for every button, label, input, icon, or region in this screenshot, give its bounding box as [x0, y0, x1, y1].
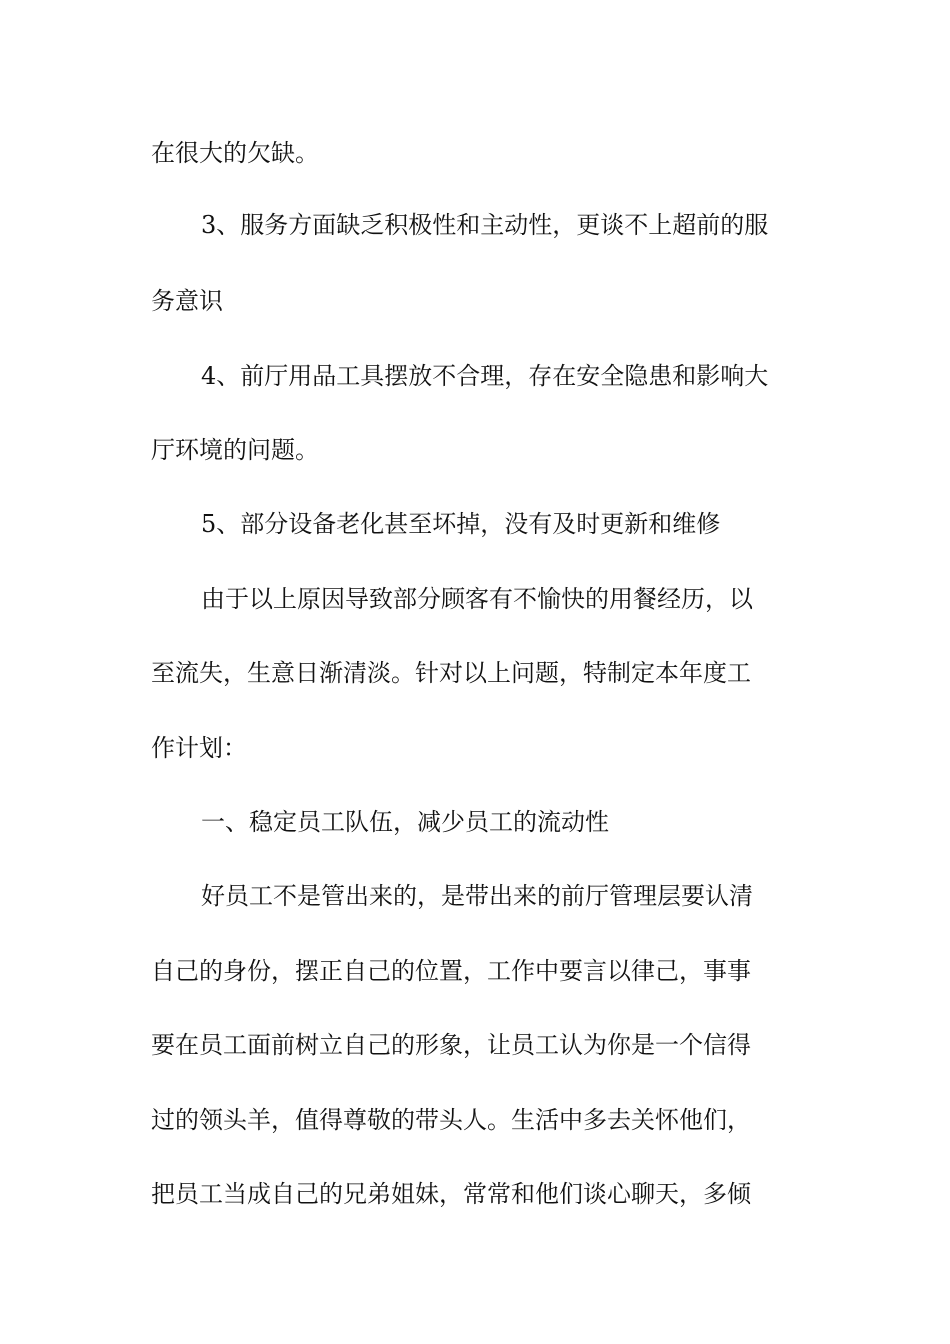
text-line: 把员工当成自己的兄弟姐妹，常常和他们谈心聊天，多倾	[151, 1180, 751, 1208]
text-line: 好员工不是管出来的，是带出来的前厅管理层要认清	[201, 882, 753, 910]
text-line: 4、前厅用品工具摆放不合理，存在安全隐患和影响大	[201, 362, 769, 390]
text-line: 5、部分设备老化甚至坏掉，没有及时更新和维修	[201, 510, 721, 538]
text-line: 至流失，生意日渐清淡。针对以上问题，特制定本年度工	[151, 659, 751, 687]
text-line: 过的领头羊，值得尊敬的带头人。生活中多去关怀他们，	[151, 1106, 751, 1134]
text-line: 一、稳定员工队伍，减少员工的流动性	[201, 808, 609, 836]
text-line: 厅环境的问题。	[151, 436, 319, 464]
text-line: 务意识	[151, 287, 223, 315]
text-line: 自己的身份，摆正自己的位置，工作中要言以律己，事事	[151, 957, 751, 985]
text-line: 要在员工面前树立自己的形象，让员工认为你是一个信得	[151, 1031, 751, 1059]
text-line: 在很大的欠缺。	[151, 139, 319, 167]
text-line: 由于以上原因导致部分顾客有不愉快的用餐经历，以	[201, 585, 753, 613]
text-line: 作计划：	[151, 734, 247, 762]
text-line: 3、服务方面缺乏积极性和主动性，更谈不上超前的服	[201, 211, 769, 239]
